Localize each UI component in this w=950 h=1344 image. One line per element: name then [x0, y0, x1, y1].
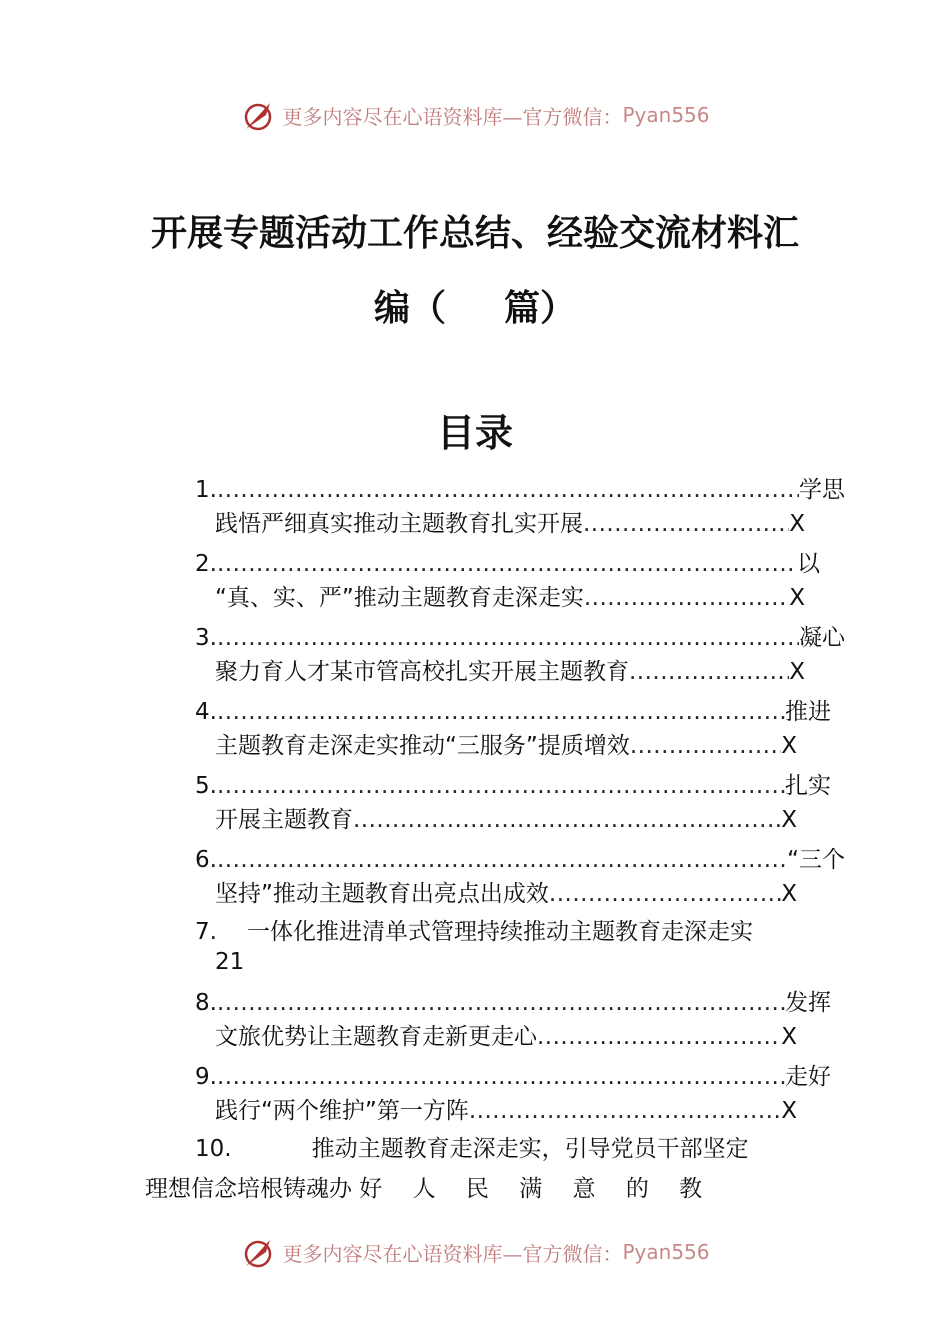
toc-entry-head: 发挥	[785, 990, 831, 1016]
toc-entry-head: 凝心	[799, 625, 845, 651]
toc-entry-title: 文旅优势让主题教育走新更走心	[215, 1024, 537, 1050]
toc-entry[interactable]	[195, 473, 845, 541]
quill-logo-icon	[240, 1234, 276, 1270]
toc-entry-number: 8.	[195, 990, 217, 1016]
toc-entry-number: 6.	[195, 847, 217, 873]
toc-entry-page: X	[789, 585, 805, 611]
toc-entry[interactable]	[195, 986, 831, 1054]
toc-entry-head: 走好	[785, 1064, 831, 1090]
toc-entry-page: X	[781, 881, 797, 907]
toc-entry-title: 聚力育人才某市管高校扎实开展主题教育	[215, 659, 629, 685]
toc-entry[interactable]	[195, 1060, 831, 1128]
watermark-wechat-id: Pyan556	[622, 103, 710, 127]
toc-leader-dots	[629, 655, 789, 689]
toc-entry-number: 9.	[195, 1064, 217, 1090]
toc-entry-title: “真、实、严”推动主题教育走深走实	[215, 585, 584, 611]
toc-entry[interactable]	[195, 547, 820, 615]
toc-leader-dots	[537, 1020, 781, 1054]
toc-entry-7[interactable]	[195, 915, 753, 949]
document-title-line1: 开展专题活动工作总结、经验交流材料汇	[150, 212, 799, 254]
quill-logo-icon	[240, 97, 276, 133]
toc-entry-number: 1.	[195, 477, 217, 503]
toc-leader-dots	[217, 547, 797, 581]
toc-entry-number: 3.	[195, 625, 217, 651]
title-line2-part-b: 篇）	[504, 287, 577, 329]
toc-entry-number: 7.	[195, 919, 217, 945]
toc-entry-number: 2.	[195, 551, 217, 577]
toc-leader-dots	[583, 507, 789, 541]
toc-entry-title: 主题教育走深走实推动“三服务”提质增效	[215, 733, 630, 759]
toc-entry-title: 一体化推进清单式管理持续推动主题教育走深走实	[246, 919, 753, 945]
toc-leader-dots	[217, 843, 787, 877]
toc-entry-head: 以	[797, 551, 820, 577]
toc-leader-dots	[217, 473, 799, 507]
toc-leader-dots	[584, 581, 789, 615]
toc-entry[interactable]	[195, 621, 845, 689]
toc-entry-10[interactable]	[195, 1132, 749, 1166]
toc-entry-number: 4.	[195, 699, 217, 725]
toc-entry-head: 学思	[799, 477, 845, 503]
toc-leader-dots	[469, 1094, 781, 1128]
toc-entry-head: 推进	[785, 699, 831, 725]
toc-entry-page: X	[789, 659, 805, 685]
watermark-banner-bottom	[0, 1232, 950, 1272]
toc-entry-7-page: 21	[215, 949, 245, 975]
toc-entry-title: 践悟严细真实推动主题教育扎实开展	[215, 511, 583, 537]
toc-leader-dots	[630, 729, 781, 763]
toc-leader-dots	[217, 621, 799, 655]
toc-entry-page: X	[781, 1098, 797, 1124]
toc-leader-dots	[217, 1060, 785, 1094]
toc-leader-dots	[217, 769, 785, 803]
toc-entry-title: 践行“两个维护”第一方阵	[215, 1098, 469, 1124]
toc-entry-page: X	[789, 511, 805, 537]
toc-entry-head: 扎实	[785, 773, 831, 799]
document-title-line2	[0, 280, 950, 331]
toc-entry-number: 10.	[195, 1136, 232, 1162]
toc-entry-number: 5.	[195, 773, 217, 799]
toc-heading: 目录	[436, 410, 513, 455]
watermark-banner-top	[0, 95, 950, 135]
toc-entry-page: X	[781, 807, 797, 833]
toc-entry-title: 坚持”推动主题教育出亮点出成效	[215, 881, 549, 907]
toc-entry[interactable]	[195, 843, 845, 911]
toc-entry-title: 开展主题教育	[215, 807, 353, 833]
title-line2-part-a: 编（	[373, 287, 446, 329]
watermark-wechat-id: Pyan556	[622, 1240, 710, 1264]
toc-entry-page: X	[781, 1024, 797, 1050]
watermark-text: 更多内容尽在心语资料库—官方微信：	[282, 1241, 623, 1266]
toc-entry-title: 推动主题教育走深走实，引导党员干部坚定	[311, 1136, 749, 1162]
toc-leader-dots	[217, 986, 785, 1020]
toc-leader-dots	[217, 695, 785, 729]
toc-entry-head: “三个	[787, 847, 845, 873]
toc-leader-dots	[353, 803, 781, 837]
toc-entry[interactable]	[195, 769, 831, 837]
watermark-text: 更多内容尽在心语资料库—官方微信：	[282, 104, 623, 129]
toc-entry[interactable]	[195, 695, 831, 763]
toc-entry-10-line2: 理想信念培根铸魂办 好 人 民 满 意 的 教	[145, 1176, 703, 1202]
toc-entry-page: X	[781, 733, 797, 759]
toc-leader-dots	[549, 877, 781, 911]
